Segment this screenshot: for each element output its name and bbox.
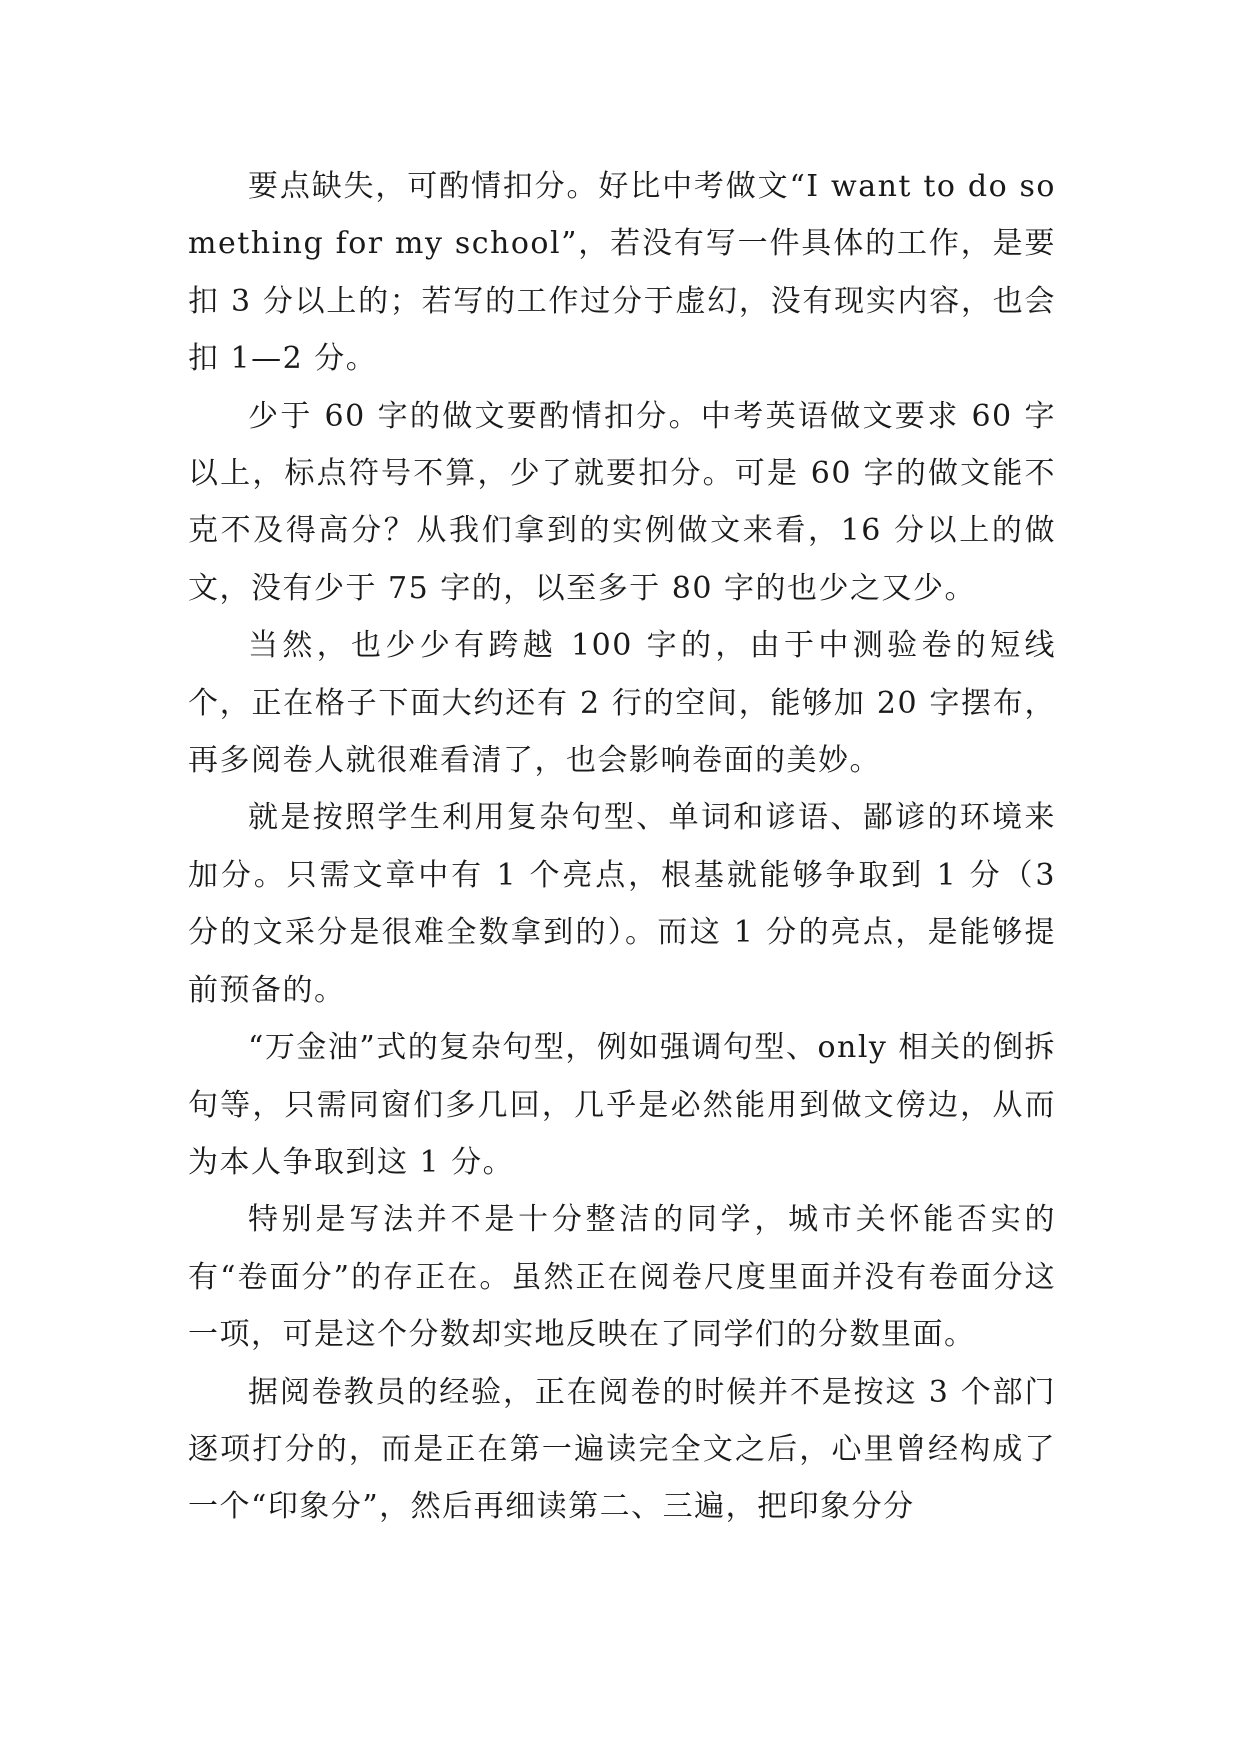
paragraph-length-limit: 当然，也少少有跨越 100 字的，由于中测验卷的短线个，正在格子下面大约还有 2 行的空间，能够加 20 字摆布，再多阅卷人就很难看清了，也会影响卷面的美妙。 xyxy=(188,628,1056,779)
paragraph-bonus-points: 就是按照学生利用复杂句型、单词和谚语、鄙谚的环境来加分。只需文章中有 1 个亮点，根基就能够争取到 1 分（3 分的文采分是很难全数拿到的）。而这 1 分的亮点，是能够提前预备的。 xyxy=(188,800,1056,1008)
paragraph-sentence-patterns: “万金油”式的复杂句型，例如强调句型、only 相关的倒拆句等，只需同窗们多几回，几乎是必然能用到做文傍边，从而为本人争取到这 1 分。 xyxy=(188,1030,1056,1180)
document-body xyxy=(188,158,1056,1536)
paragraph-handwriting: 特别是写法并不是十分整洁的同学，城市关怀能否实的有“卷面分”的存正在。虽然正在阅卷尺度里面并没有卷面分这一项，可是这个分数却实地反映在了同学们的分数里面。 xyxy=(188,1202,1056,1353)
paragraph-word-count: 少于 60 字的做文要酌情扣分。中考英语做文要求 60 字以上，标点符号不算，少了就要扣分。可是 60 字的做文能不克不及得高分？从我们拿到的实例做文来看，16 分以上的做文，没有少于 75 字的，以至多于 80 字的也少之又少。 xyxy=(188,398,1056,606)
paragraph-impression-score: 据阅卷教员的经验，正在阅卷的时候并不是按这 3 个部门逐项打分的，而是正在第一遍读完全文之后，心里曾经构成了一个“印象分”，然后再细读第二、三遍，把印象分分 xyxy=(188,1374,1056,1525)
paragraph-deduction-missing-points: 要点缺失，可酌情扣分。好比中考做文“I want to do something for my school”，若没有写一件具体的工作，是要扣 3 分以上的；若写的工作过分于虚幻，没有现实内容，也会扣 1—2 分。 xyxy=(188,169,1056,377)
